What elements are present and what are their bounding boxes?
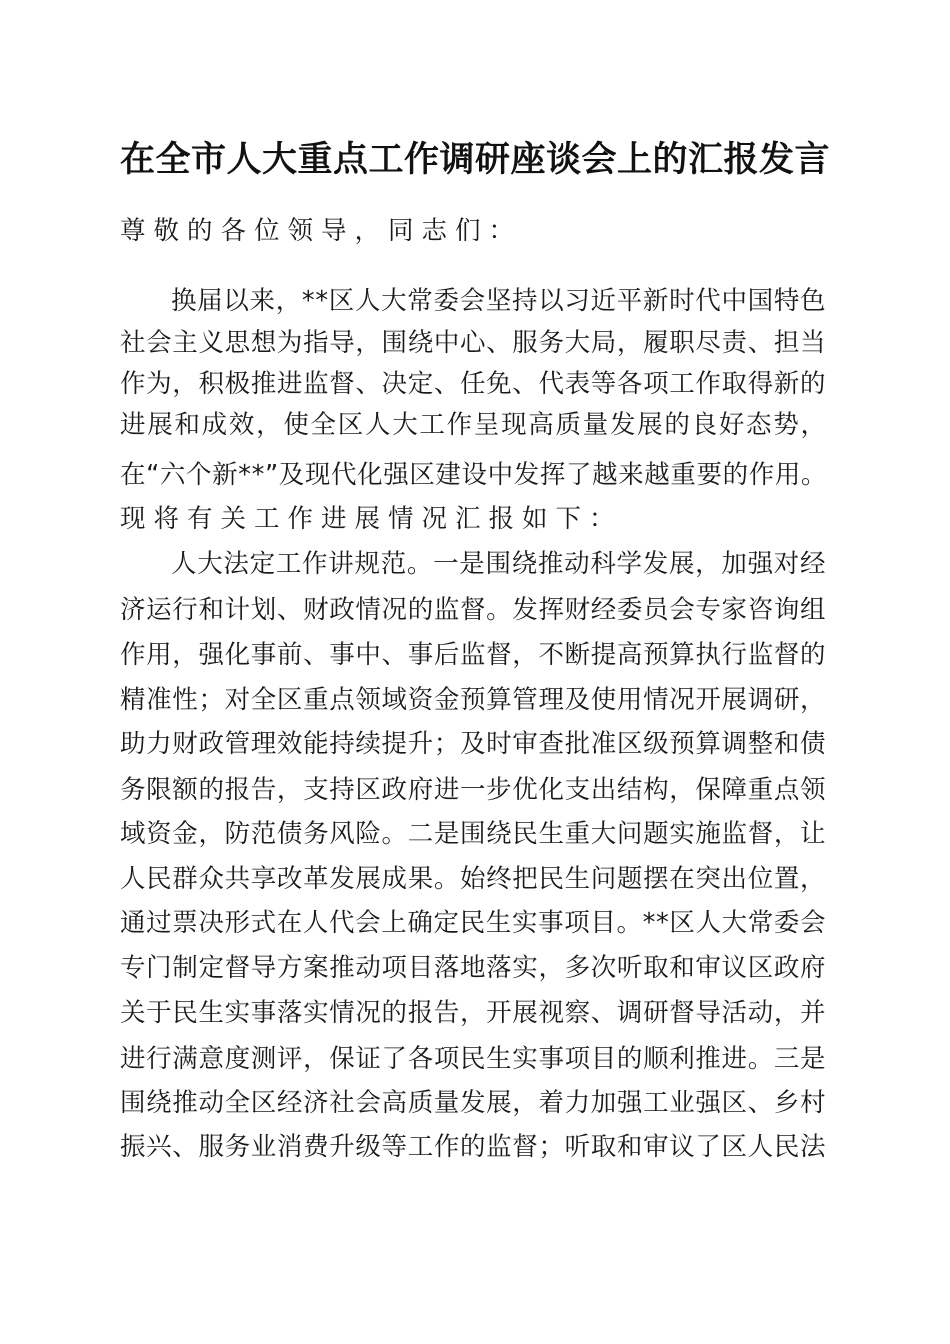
body-line: 精准性；对全区重点领域资金预算管理及使用情况开展调研，: [120, 685, 827, 715]
salutation-line: 尊敬的各位领导，同志们：: [120, 216, 523, 246]
body-line: 作为，积极推进监督、决定、任免、代表等各项工作取得新的: [120, 369, 827, 399]
body-line: 现将有关工作进展情况汇报如下：: [120, 504, 623, 534]
body-line: 人民群众共享改革发展成果。始终把民生问题摆在突出位置，: [120, 864, 827, 894]
body-line: 在“六个新**”及现代化强区建设中发挥了越来越重要的作用。: [120, 460, 828, 490]
body-line: 社会主义思想为指导，围绕中心、服务大局，履职尽责、担当: [120, 328, 827, 358]
body-line: 进行满意度测评，保证了各项民生实事项目的顺利推进。三是: [120, 1044, 827, 1074]
body-line: 域资金，防范债务风险。二是围绕民生重大问题实施监督，让: [120, 819, 827, 849]
body-line: 济运行和计划、财政情况的监督。发挥财经委员会专家咨询组: [120, 595, 827, 625]
body-line: 人大法定工作讲规范。一是围绕推动科学发展，加强对经: [171, 549, 827, 579]
body-line: 务限额的报告，支持区政府进一步优化支出结构，保障重点领: [120, 775, 827, 805]
body-line: 关于民生实事落实情况的报告，开展视察、调研督导活动，并: [120, 998, 827, 1028]
body-line: 专门制定督导方案推动项目落地落实，多次听取和审议区政府: [120, 953, 827, 983]
body-line: 作用，强化事前、事中、事后监督，不断提高预算执行监督的: [120, 640, 827, 670]
body-line: 振兴、服务业消费升级等工作的监督；听取和审议了区人民法: [120, 1132, 827, 1162]
body-line: 换届以来，**区人大常委会坚持以习近平新时代中国特色: [171, 286, 827, 316]
body-line: 助力财政管理效能持续提升；及时审查批准区级预算调整和债: [120, 729, 827, 759]
body-line: 围绕推动全区经济社会高质量发展，着力加强工业强区、乡村: [120, 1088, 827, 1118]
body-line: 进展和成效，使全区人大工作呈现高质量发展的良好态势，: [120, 410, 828, 440]
body-line: 通过票决形式在人代会上确定民生实事项目。**区人大常委会: [120, 908, 827, 938]
document-title: 在全市人大重点工作调研座谈会上的汇报发言: [119, 139, 830, 180]
